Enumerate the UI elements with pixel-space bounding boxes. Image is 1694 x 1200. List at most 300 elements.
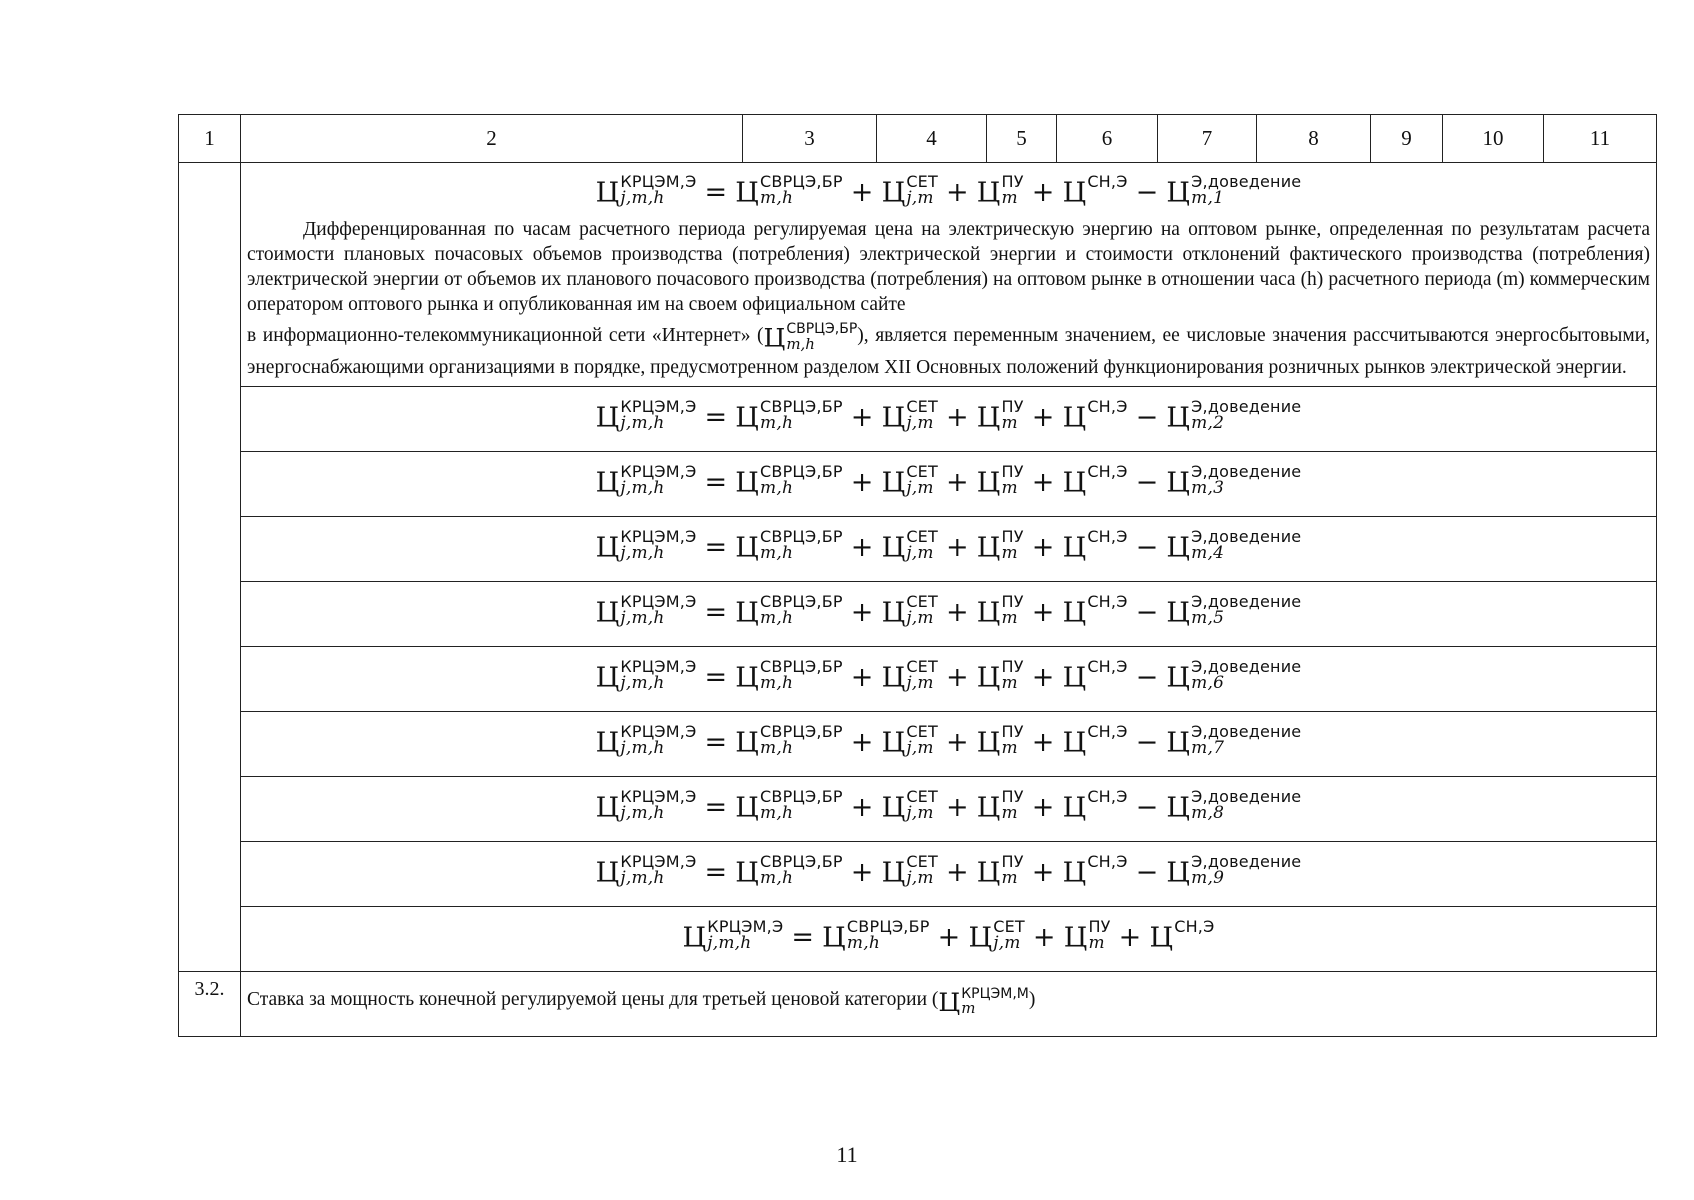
symbol-superscript: ПУ <box>1001 527 1024 547</box>
symbol-subscript: j,m <box>906 868 934 889</box>
symbol-superscript: СВРЦЭ,БР <box>760 722 843 742</box>
symbol-superscript: КРЦЭМ,М <box>961 986 1029 1002</box>
symbol-base: Ц <box>1166 467 1191 499</box>
symbol-base: Ц <box>1166 857 1191 889</box>
symbol-base: Ц <box>595 727 620 759</box>
symbol-indices <box>1191 789 1301 823</box>
adjustment-term <box>1166 852 1302 891</box>
symbol-subscript: m,h <box>760 608 794 629</box>
price-formula <box>595 462 1302 501</box>
network-tariff-term <box>881 527 938 566</box>
symbol-base: Ц <box>1166 662 1191 694</box>
wholesale-price-term <box>735 527 843 566</box>
symbol-indices <box>620 464 696 498</box>
symbol-superscript: СВРЦЭ,БР <box>760 592 843 612</box>
section-description <box>241 971 1657 1036</box>
symbol-subscript: m,h <box>760 673 794 694</box>
operator: + <box>1031 467 1055 499</box>
symbol-superscript: СН,Э <box>1087 592 1128 612</box>
operator: + <box>945 532 969 564</box>
symbol-subscript-empty <box>1087 740 1127 757</box>
adjustment-term <box>1166 787 1302 826</box>
supplier-markup-term <box>1062 657 1128 696</box>
operator: − <box>1135 857 1159 889</box>
symbol-subscript: j,m <box>906 608 934 629</box>
supplier-markup-term <box>1062 722 1128 761</box>
symbol-superscript: СВРЦЭ,БР <box>760 172 843 191</box>
symbol-base: Ц <box>976 597 1001 629</box>
symbol-indices <box>760 789 843 823</box>
symbol-base: Ц <box>976 857 1001 889</box>
symbol-base: Ц <box>1062 532 1087 564</box>
operator: + <box>1032 922 1056 954</box>
symbol-base: Ц <box>595 402 620 434</box>
wholesale-price-term <box>735 592 843 631</box>
symbol-subscript: m,h <box>760 543 794 564</box>
symbol-subscript: j,m,h <box>620 543 665 564</box>
operator: + <box>1031 402 1055 434</box>
symbol-indices <box>707 919 783 953</box>
symbol-indices <box>760 659 843 693</box>
symbol-superscript: СЕТ <box>906 172 938 191</box>
adjustment-term <box>1166 172 1302 211</box>
wholesale-price-term <box>735 172 843 211</box>
symbol-subscript-empty <box>1087 675 1127 692</box>
symbol-subscript: m,h <box>760 413 794 434</box>
symbol-subscript: m,8 <box>1191 803 1225 824</box>
symbol-superscript: Э,доведение <box>1191 722 1302 742</box>
operator: = <box>704 402 728 434</box>
formula-line <box>241 657 1656 696</box>
final-price-term <box>595 527 697 566</box>
symbol-superscript: СН,Э <box>1087 787 1128 807</box>
symbol-indices <box>1087 659 1127 693</box>
symbol-superscript: КРЦЭМ,Э <box>620 852 697 872</box>
symbol-indices <box>1087 399 1127 433</box>
symbol-subscript: m <box>1001 868 1018 889</box>
symbol-superscript: КРЦЭМ,Э <box>620 787 697 807</box>
formula-line <box>241 527 1656 566</box>
operator: − <box>1135 402 1159 434</box>
adjustment-term <box>1166 527 1302 566</box>
symbol-superscript: КРЦЭМ,Э <box>620 592 697 612</box>
operator: = <box>704 792 728 824</box>
symbol-base: Ц <box>1062 662 1087 694</box>
document-sheet <box>178 114 1656 1037</box>
symbol-subscript: m <box>1001 803 1018 824</box>
symbol-indices <box>906 724 938 758</box>
supplier-markup-term <box>1062 172 1128 211</box>
symbol-superscript: КРЦЭМ,Э <box>620 527 697 547</box>
wholesale-price-term <box>735 722 843 761</box>
operator: + <box>1031 662 1055 694</box>
symbol-indices <box>620 789 696 823</box>
operator: + <box>1031 532 1055 564</box>
symbol-superscript: СВРЦЭ,БР <box>786 321 858 338</box>
symbol-base: Ц <box>735 792 760 824</box>
operator: − <box>1135 467 1159 499</box>
symbol-subscript: j,m,h <box>620 608 665 629</box>
symbol-subscript: j,m <box>906 803 934 824</box>
header-cell: 9 <box>1371 115 1443 163</box>
operator: − <box>1135 792 1159 824</box>
symbol-indices <box>1087 854 1127 888</box>
symbol-base: Ц <box>1166 402 1191 434</box>
formula-line <box>241 397 1656 436</box>
symbol-indices <box>1191 594 1301 628</box>
symbol-subscript: m,h <box>760 803 794 824</box>
symbol-base: Ц <box>976 727 1001 759</box>
symbol-base: Ц <box>976 467 1001 499</box>
price-formula <box>595 722 1302 761</box>
symbol-indices <box>906 659 938 693</box>
infrastructure-term <box>976 462 1024 501</box>
symbol-base: Ц <box>735 532 760 564</box>
operator: = <box>791 922 815 954</box>
symbol-superscript: КРЦЭМ,Э <box>707 917 784 937</box>
adjustment-term <box>1166 657 1302 696</box>
final-price-term <box>595 592 697 631</box>
symbol-subscript: m <box>1001 543 1018 564</box>
symbol-superscript: СЕТ <box>906 462 938 482</box>
symbol-subscript-empty <box>1087 610 1127 627</box>
header-cell: 11 <box>1544 115 1657 163</box>
symbol-base: Ц <box>976 177 1001 209</box>
symbol-indices <box>760 724 843 758</box>
operator: + <box>850 597 874 629</box>
symbol-superscript: СВРЦЭ,БР <box>760 852 843 872</box>
operator: + <box>937 922 961 954</box>
symbol-superscript: СВРЦЭ,БР <box>846 917 930 937</box>
symbol-superscript: СЕТ <box>906 397 938 417</box>
symbol-superscript: ПУ <box>1088 917 1111 937</box>
symbol-base: Ц <box>881 597 906 629</box>
symbol-indices <box>906 174 938 208</box>
symbol-indices <box>1002 464 1024 498</box>
paragraph-text: ), является переменным значением, ее числовые значения рассчитываются энергосбытовыми, энергоснабжающими организациями в порядке, предусмотренном разделом XII Основных положений функционирования розничных рынков электрической энергии. <box>247 324 1650 378</box>
operator: + <box>850 662 874 694</box>
infrastructure-term <box>1063 917 1111 956</box>
symbol-base: Ц <box>1062 177 1087 209</box>
price-formula <box>595 657 1302 696</box>
operator: − <box>1135 727 1159 759</box>
symbol-base: Ц <box>881 727 906 759</box>
symbol-base: Ц <box>735 177 760 209</box>
infrastructure-term <box>976 527 1024 566</box>
symbol-indices <box>906 854 938 888</box>
symbol-indices <box>1191 854 1301 888</box>
symbol-superscript: СЕТ <box>906 527 938 547</box>
symbol-subscript: m,h <box>846 933 880 954</box>
network-tariff-term <box>881 592 938 631</box>
symbol-indices <box>1002 174 1024 208</box>
symbol-base: Ц <box>682 922 707 954</box>
symbol-indices <box>620 854 696 888</box>
symbol-base: Ц <box>595 662 620 694</box>
symbol-superscript: Э,доведение <box>1191 397 1302 417</box>
symbol-subscript: m,h <box>786 334 815 353</box>
symbol-indices <box>906 464 938 498</box>
symbol-superscript: Э,доведение <box>1191 527 1302 547</box>
symbol-indices <box>1002 529 1024 563</box>
symbol-indices <box>1002 789 1024 823</box>
symbol-subscript: j,m <box>906 478 934 499</box>
symbol-superscript: ПУ <box>1001 722 1024 742</box>
operator: + <box>1031 727 1055 759</box>
symbol-base: Ц <box>976 792 1001 824</box>
symbol-superscript: ПУ <box>1001 787 1024 807</box>
symbol-superscript: ПУ <box>1001 592 1024 612</box>
header-cell: 7 <box>1158 115 1257 163</box>
symbol-base: Ц <box>735 727 760 759</box>
operator: + <box>1031 857 1055 889</box>
symbol-base: Ц <box>763 323 786 353</box>
network-tariff-term <box>881 852 938 891</box>
symbol-base: Ц <box>595 467 620 499</box>
symbol-subscript: j,m,h <box>620 738 665 759</box>
capacity-price-symbol <box>938 988 1028 1019</box>
symbol-superscript: СВРЦЭ,БР <box>760 527 843 547</box>
symbol-base: Ц <box>881 177 906 209</box>
operator: + <box>945 662 969 694</box>
symbol-subscript: j,m <box>906 413 934 434</box>
header-cell: 6 <box>1057 115 1158 163</box>
symbol-indices <box>1174 919 1214 953</box>
symbol-subscript: j,m <box>906 543 934 564</box>
symbol-base: Ц <box>1062 857 1087 889</box>
symbol-superscript: ПУ <box>1001 397 1024 417</box>
final-price-term <box>595 852 697 891</box>
symbol-subscript: m <box>1001 673 1018 694</box>
symbol-base: Ц <box>595 857 620 889</box>
section-3-2-row <box>179 971 1657 1036</box>
formula-row <box>179 711 1657 776</box>
symbol-subscript: j,m,h <box>620 188 665 209</box>
symbol-indices <box>620 594 696 628</box>
formula-line-without-adjustment <box>241 917 1656 956</box>
formula-line <box>241 787 1656 826</box>
symbol-indices <box>760 594 843 628</box>
operator: + <box>945 177 969 209</box>
operator: − <box>1135 177 1159 209</box>
operator: + <box>945 792 969 824</box>
symbol-subscript: j,m <box>993 933 1021 954</box>
symbol-subscript-empty <box>1087 870 1127 887</box>
operator: + <box>1031 597 1055 629</box>
supplier-markup-term <box>1062 397 1128 436</box>
wholesale-price-term <box>735 657 843 696</box>
symbol-base: Ц <box>1062 467 1087 499</box>
symbol-base: Ц <box>595 597 620 629</box>
symbol-indices <box>1002 399 1024 433</box>
infrastructure-term <box>976 852 1024 891</box>
symbol-indices <box>1191 529 1301 563</box>
symbol-base: Ц <box>968 922 993 954</box>
operator: + <box>850 792 874 824</box>
symbol-subscript: j,m <box>906 738 934 759</box>
symbol-subscript: m,h <box>760 868 794 889</box>
symbol-base: Ц <box>976 402 1001 434</box>
symbol-superscript: КРЦЭМ,Э <box>620 722 697 742</box>
symbol-indices <box>906 789 938 823</box>
symbol-indices <box>786 322 857 352</box>
symbol-subscript: m,4 <box>1191 543 1225 564</box>
symbol-base: Ц <box>735 597 760 629</box>
symbol-superscript: КРЦЭМ,Э <box>620 172 697 191</box>
operator: − <box>1135 597 1159 629</box>
symbol-superscript: СН,Э <box>1087 722 1128 742</box>
wholesale-price-term <box>822 917 930 956</box>
infrastructure-term <box>976 657 1024 696</box>
symbol-superscript: СЕТ <box>906 852 938 872</box>
symbol-indices <box>1087 464 1127 498</box>
operator: + <box>1118 922 1142 954</box>
symbol-subscript: j,m <box>906 673 934 694</box>
operator: + <box>850 857 874 889</box>
symbol-subscript: m <box>1001 188 1018 209</box>
symbol-indices <box>760 399 843 433</box>
symbol-superscript: СВРЦЭ,БР <box>760 657 843 677</box>
symbol-base: Ц <box>881 792 906 824</box>
symbol-base: Ц <box>595 177 620 209</box>
symbol-base: Ц <box>881 402 906 434</box>
symbol-superscript: СВРЦЭ,БР <box>760 397 843 417</box>
operator: + <box>850 467 874 499</box>
symbol-base: Ц <box>881 532 906 564</box>
formula-row <box>179 841 1657 906</box>
supplier-markup-term <box>1062 527 1128 566</box>
operator: = <box>704 727 728 759</box>
symbol-superscript: СВРЦЭ,БР <box>760 787 843 807</box>
symbol-base: Ц <box>881 662 906 694</box>
symbol-base: Ц <box>595 532 620 564</box>
infrastructure-term <box>976 592 1024 631</box>
symbol-base: Ц <box>1062 597 1087 629</box>
price-formula <box>595 397 1302 436</box>
symbol-base: Ц <box>735 662 760 694</box>
operator: + <box>945 597 969 629</box>
symbol-superscript: КРЦЭМ,Э <box>620 397 697 417</box>
symbol-superscript: СЕТ <box>906 592 938 612</box>
section-text-close: ) <box>1028 989 1036 1011</box>
symbol-superscript: ПУ <box>1001 657 1024 677</box>
symbol-subscript: m,5 <box>1191 608 1225 629</box>
symbol-subscript: m <box>1001 478 1018 499</box>
final-price-term <box>595 397 697 436</box>
paragraph-text: в информационно-телекоммуникационной сети «Интернет» ( <box>247 324 764 346</box>
symbol-base: Ц <box>881 467 906 499</box>
formula-line <box>241 462 1656 501</box>
infrastructure-term <box>976 397 1024 436</box>
symbol-superscript: СН,Э <box>1087 852 1128 872</box>
final-price-term <box>595 787 697 826</box>
formula-row <box>179 581 1657 646</box>
symbol-subscript-empty <box>1174 935 1214 952</box>
symbol-base: Ц <box>1149 922 1174 954</box>
symbol-superscript: ПУ <box>1001 462 1024 482</box>
symbol-subscript: m,h <box>760 188 794 209</box>
symbol-indices <box>620 399 696 433</box>
symbol-subscript: m,7 <box>1191 738 1225 759</box>
symbol-indices <box>1087 174 1127 208</box>
description-paragraph: Дифференцированная по часам расчетного периода регулируемая цена на электрическую энергию на оптовом рынке, определенная по результатам расчета стоимости плановых почасовых объемов производства (потребления) электрической энергии и стоимости отклонений фактического производства (потребления) электрической энергии от объемов их планового почасового производства (потребления) на оптовом рынке в отношении часа (h) расчетного периода (m) коммерческим оператором оптового рынка и опубликованная им на своем официальном сайте <box>247 218 1650 315</box>
formula-line <box>241 722 1656 761</box>
operator: + <box>945 857 969 889</box>
symbol-subscript: j,m,h <box>707 933 752 954</box>
symbol-base: Ц <box>735 467 760 499</box>
symbol-subscript-empty <box>1087 480 1127 497</box>
symbol-indices <box>1002 854 1024 888</box>
symbol-superscript: СЕТ <box>906 657 938 677</box>
symbol-subscript: m,1 <box>1191 188 1225 209</box>
symbol-base: Ц <box>1166 597 1191 629</box>
formula-text-row <box>179 163 1657 387</box>
symbol-indices <box>1088 919 1110 953</box>
final-price-term <box>595 722 697 761</box>
symbol-superscript: Э,доведение <box>1191 852 1302 872</box>
operator: = <box>704 177 728 209</box>
operator: + <box>850 727 874 759</box>
symbol-superscript: ПУ <box>1001 852 1024 872</box>
symbol-base: Ц <box>1166 532 1191 564</box>
formula-row <box>179 516 1657 581</box>
price-formula <box>595 172 1302 211</box>
symbol-superscript: СН,Э <box>1087 397 1128 417</box>
formula-row <box>179 451 1657 516</box>
symbol-subscript-empty <box>1087 190 1127 207</box>
inline-price-symbol <box>763 321 858 355</box>
symbol-superscript: Э,доведение <box>1191 787 1302 807</box>
symbol-superscript: Э,доведение <box>1191 172 1302 191</box>
supplier-markup-term <box>1062 852 1128 891</box>
symbol-superscript: КРЦЭМ,Э <box>620 657 697 677</box>
symbol-subscript: j,m,h <box>620 868 665 889</box>
header-cell: 5 <box>987 115 1057 163</box>
operator: = <box>704 467 728 499</box>
formula-line <box>247 172 1650 211</box>
header-cell: 10 <box>1443 115 1544 163</box>
symbol-indices <box>620 174 696 208</box>
symbol-indices <box>1191 724 1301 758</box>
symbol-subscript: m <box>1088 933 1105 954</box>
operator: − <box>1135 532 1159 564</box>
page-number: 11 <box>836 1142 858 1167</box>
symbol-indices <box>1002 594 1024 628</box>
symbol-indices <box>906 399 938 433</box>
symbol-indices <box>993 919 1025 953</box>
symbol-base: Ц <box>881 857 906 889</box>
symbol-base: Ц <box>938 988 961 1018</box>
network-tariff-term <box>881 657 938 696</box>
network-tariff-term <box>881 172 938 211</box>
symbol-subscript: j,m <box>906 188 934 209</box>
operator: + <box>945 727 969 759</box>
price-formula <box>595 787 1302 826</box>
final-price-term <box>595 657 697 696</box>
operator: = <box>704 662 728 694</box>
symbol-indices <box>906 529 938 563</box>
price-formula <box>682 917 1215 956</box>
symbol-subscript: m,h <box>760 738 794 759</box>
symbol-base: Ц <box>1062 402 1087 434</box>
symbol-indices <box>1087 724 1127 758</box>
formula-row <box>179 776 1657 841</box>
symbol-subscript: m,2 <box>1191 413 1225 434</box>
symbol-superscript: СЕТ <box>906 787 938 807</box>
symbol-indices <box>1087 594 1127 628</box>
infrastructure-term <box>976 787 1024 826</box>
symbol-base: Ц <box>1166 792 1191 824</box>
